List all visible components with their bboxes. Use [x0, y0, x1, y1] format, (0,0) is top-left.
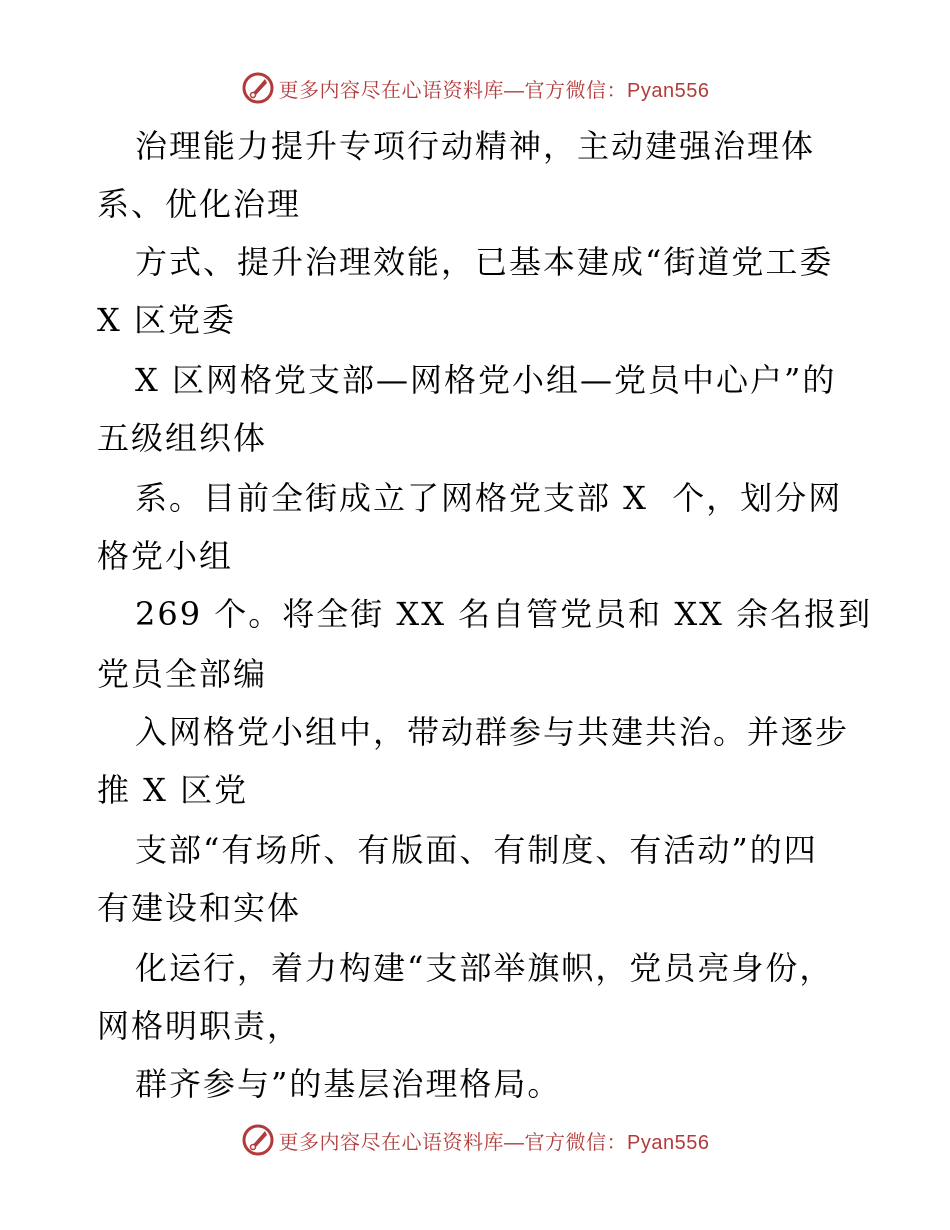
watermark-text: 更多内容尽在心语资料库—官方微信：Pyan556	[278, 79, 710, 102]
body-line: 有建设和实体	[97, 889, 302, 927]
watermark-text: 更多内容尽在心语资料库—官方微信：Pyan556	[278, 1131, 710, 1154]
quill-pen-logo-icon	[241, 1123, 275, 1157]
body-line: 支部“有场所、有版面、有制度、有活动”的四	[135, 831, 818, 869]
body-line: 方式、提升治理效能，已基本建成“街道党工委	[135, 243, 834, 281]
body-line: 系。目前全街成立了网格党支部 X 个，划分网	[135, 479, 843, 517]
body-line: 269 个。将全街 XX 名自管党员和 XX 余名报到	[135, 595, 873, 633]
body-line: 网格明职责，	[97, 1007, 302, 1045]
body-line: X 区网格党支部—网格党小组—党员中心户”的	[135, 361, 837, 399]
body-line: 五级组织体	[97, 419, 268, 457]
body-line: 化运行，着力构建“支部举旗帜，党员亮身份，	[135, 949, 834, 987]
body-line: 推 X 区党	[97, 771, 249, 809]
body-line: 治理能力提升专项行动精神，主动建强治理体	[135, 127, 816, 165]
body-line: 入网格党小组中，带动群参与共建共治。并逐步	[135, 713, 850, 751]
body-line: 群齐参与”的基层治理格局。	[135, 1065, 562, 1103]
header-watermark	[0, 68, 950, 108]
body-line: 系、优化治理	[97, 185, 302, 223]
quill-pen-logo-icon	[241, 71, 275, 105]
body-line: 格党小组	[97, 537, 234, 575]
footer-watermark	[0, 1120, 950, 1160]
body-line: X 区党委	[97, 301, 236, 339]
body-line: 党员全部编	[97, 655, 268, 693]
